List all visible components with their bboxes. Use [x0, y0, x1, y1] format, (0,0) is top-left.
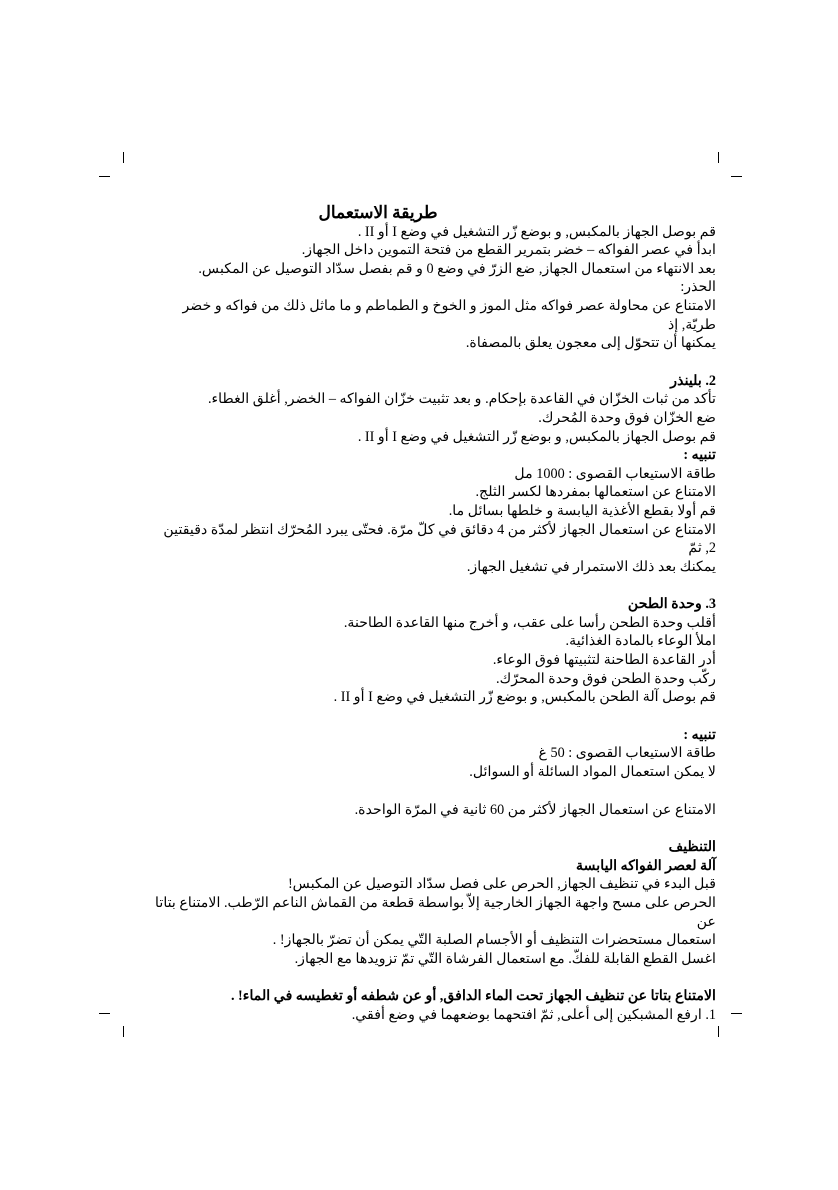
blender-notice-line: الامتناع عن استعمال الجهاز لأكثر من 4 دقائق في كلّ مرّة. فحتّى يبرد المُحرّك انتظر لمدّة دقيقتين 2, ثمّ [163, 521, 716, 557]
crop-mark-top-right-vertical [718, 152, 719, 163]
grinder-line: املأ الوعاء بالمادة الغذائية. [565, 633, 716, 650]
crop-mark-bottom-right-horizontal [731, 1013, 742, 1014]
blender-section [150, 372, 716, 577]
caution-label: الحذر: [680, 279, 716, 296]
intro-line: ابدأ في عصر الفواكه – خضر بتمرير القطع من فتحة التموين داخل الجهاز. [301, 242, 716, 259]
document-page [150, 204, 716, 1025]
intro-line: قم بوصل الجهاز بالمكبس, و بوضع زّر التشغيل في وضع I أو II . [357, 223, 716, 240]
crop-mark-top-left-vertical [123, 152, 124, 163]
cleaning-line: قبل البدء في تنظيف الجهاز, الحرص على فصل سدّاد التوصيل عن المكبس! [287, 876, 716, 893]
intro-line: الامتناع عن محاولة عصر فواكه مثل الموز و الخوخ و الطماطم و ما ماثل ذلك من فواكه و خضر طريّة, إذ [182, 297, 716, 333]
grinder-notice-heading: تنبيه : [683, 726, 716, 743]
blender-notice-line: طاقة الاستيعاب القصوى : 1000 مل [514, 465, 716, 482]
grinder-line: أدر القاعدة الطاحنة لتثبيتها فوق الوعاء. [492, 652, 716, 669]
cleaning-heading: التنظيف [668, 839, 716, 856]
intro-line: يمكنها أن تتحوّل إلى معجون يعلق بالمصفاة. [465, 335, 716, 352]
cleaning-step: 1. ارفع المشبكين إلى أعلى, ثمّ افتحهما بوضعهما في وضع أفقي. [351, 1006, 716, 1023]
grinder-line: قم بوصل آلة الطحن بالمكبس, و بوضع زّر التشغيل في وضع I أو II . [333, 689, 716, 706]
page-title: طريقة الاستعمال [318, 203, 438, 222]
blender-notice-line: قم أولا بقطع الأغذية اليابسة و خلطها بسائل ما. [448, 502, 716, 519]
blender-line: تأكد من ثبات الخزّان في القاعدة بإحكام. و بعد تثبيت خزّان الفواكه – الخضر, أغلق الغطاء. [207, 391, 716, 408]
blender-line: قم بوصل الجهاز بالمكبس, و بوضع زّر التشغيل في وضع I أو II . [357, 428, 716, 445]
grinder-line: أقلب وحدة الطحن رأسا على عقب، و أخرج منها القاعدة الطاحنة. [343, 614, 716, 631]
blender-line: ضع الخزّان فوق وحدة المُحرك. [538, 409, 716, 426]
grinder-notice-line: طاقة الاستيعاب القصوى : 50 غ [538, 745, 716, 762]
cleaning-warning: الامتناع بتاتا عن تنظيف الجهاز تحت الماء الدافق, أو عن شطفه أو تغطيسه في الماء! . [230, 988, 716, 1005]
grinder-time-limit: الامتناع عن استعمال الجهاز لأكثر من 60 ثانية في المرّة الواحدة. [354, 801, 716, 818]
cleaning-line: الحرص على مسح واجهة الجهاز الخارجية إلاّ بواسطة قطعة من القماش الناعم الرّطب. الامتناع بتاتا عن [155, 895, 716, 930]
crop-mark-bottom-right-vertical [718, 1026, 719, 1037]
grinder-heading: 3. وحدة الطحن [627, 596, 716, 613]
blender-heading: 2. بلينذر [670, 372, 716, 389]
crop-mark-top-left-horizontal [99, 176, 110, 177]
cleaning-line: اغسل القطع القابلة للفكّ. مع استعمال الفرشاة التّي تمّ تزويدها مع الجهاز. [294, 950, 716, 967]
crop-mark-bottom-left-horizontal [99, 1013, 110, 1014]
cleaning-subheading: آلة لعصر الفواكه اليابسة [576, 857, 716, 874]
grinder-section [150, 595, 716, 819]
blender-notice-heading: تنبيه : [683, 447, 716, 464]
intro-section [150, 223, 716, 353]
blender-notice-line: الامتناع عن استعمالها بمفردها لكسر الثلج. [475, 484, 716, 501]
cleaning-line: استعمال مستحضرات التنظيف أو الأجسام الصلبة التّي يمكن أن تضرّ بالجهاز! . [272, 932, 716, 949]
blender-notice-line: يمكنك بعد ذلك الاستمرار في تشغيل الجهاز. [466, 558, 716, 575]
intro-line: بعد الانتهاء من استعمال الجهاز, ضع الزرّ في وضع 0 و قم بفصل سدّاد التوصيل عن المكبس. [198, 260, 716, 277]
grinder-notice-line: لا يمكن استعمال المواد السائلة أو السوائل. [469, 764, 716, 781]
cleaning-section [150, 838, 716, 1024]
crop-mark-top-right-horizontal [731, 176, 742, 177]
grinder-line: ركّب وحدة الطحن فوق وحدة المحرّك. [496, 670, 716, 687]
crop-mark-bottom-left-vertical [123, 1026, 124, 1037]
